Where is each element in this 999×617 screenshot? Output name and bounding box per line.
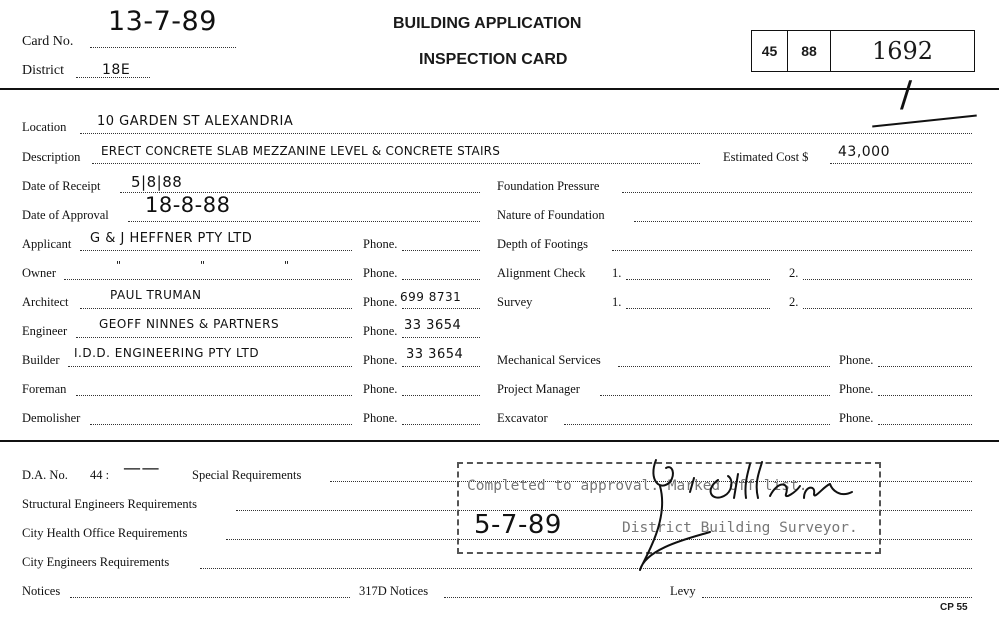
applicant-label: Applicant — [22, 237, 72, 251]
survey-label: Survey — [497, 295, 533, 309]
levy-label: Levy — [670, 584, 696, 598]
builder-line — [68, 366, 352, 367]
page-title: BUILDING APPLICATION — [393, 15, 582, 32]
ref-box-2: 88 — [787, 30, 831, 72]
district-label: District — [22, 63, 64, 78]
survey-line-1 — [626, 308, 770, 309]
owner-phone-line — [402, 279, 480, 280]
header-rule — [0, 88, 999, 90]
middle-rule — [0, 440, 999, 442]
mechanical-services-label: Mechanical Services — [497, 353, 601, 367]
district-value: 18E — [102, 62, 131, 78]
special-req-label: Special Requirements — [192, 468, 302, 482]
description-value: ERECT CONCRETE SLAB MEZZANINE LEVEL & CONCRETE STAIRS — [101, 144, 501, 158]
foundation-pressure-label: Foundation Pressure — [497, 179, 600, 193]
applicant-line — [80, 250, 352, 251]
builder-label: Builder — [22, 353, 60, 367]
date-approval-value: 18-8-88 — [145, 193, 231, 217]
depth-footings-line — [612, 250, 972, 251]
estimated-cost-value: 43,000 — [838, 144, 890, 160]
survey-num-1: 1. — [612, 295, 622, 309]
architect-phone-value: 699 8731 — [400, 290, 462, 304]
date-approval-line — [128, 221, 480, 222]
card-no-label: Card No. — [22, 34, 74, 49]
foreman-phone-line — [402, 395, 480, 396]
alignment-line-2 — [803, 279, 972, 280]
form-code: CP 55 — [940, 602, 968, 613]
engineer-phone-label: Phone. — [363, 324, 398, 338]
alignment-num-2: 2. — [789, 266, 799, 280]
stamp-line-1: Completed to approval. Marked off list. — [467, 478, 808, 494]
foreman-phone-label: Phone. — [363, 382, 398, 396]
estimated-cost-label: Estimated Cost $ — [723, 150, 809, 164]
demolisher-phone-line — [402, 424, 480, 425]
foreman-line — [76, 395, 352, 396]
survey-line-2 — [803, 308, 972, 309]
tick-stroke — [872, 115, 977, 128]
project-manager-label: Project Manager — [497, 382, 580, 396]
signature — [600, 452, 890, 572]
owner-label: Owner — [22, 266, 57, 280]
architect-phone-label: Phone. — [363, 295, 398, 309]
owner-phone-label: Phone. — [363, 266, 398, 280]
stamp-line-2: District Building Surveyor. — [622, 520, 858, 536]
date-receipt-label: Date of Receipt — [22, 179, 101, 193]
foreman-label: Foreman — [22, 382, 67, 396]
description-label: Description — [22, 150, 81, 164]
demolisher-line — [90, 424, 352, 425]
estimated-cost-line — [830, 163, 972, 164]
demolisher-label: Demolisher — [22, 411, 81, 425]
excavator-label: Excavator — [497, 411, 548, 425]
foundation-pressure-line — [622, 192, 972, 193]
notices-317d-label: 317D Notices — [359, 584, 429, 598]
mechanical-services-line — [618, 366, 830, 367]
description-line — [92, 163, 700, 164]
notices-line — [70, 597, 350, 598]
project-manager-phone-label: Phone. — [839, 382, 874, 396]
demolisher-phone-label: Phone. — [363, 411, 398, 425]
project-manager-line — [600, 395, 830, 396]
card-no-line — [90, 47, 236, 48]
excavator-line — [564, 424, 830, 425]
date-receipt-value: 5|8|88 — [131, 173, 183, 191]
nature-foundation-line — [634, 221, 972, 222]
location-value: 10 GARDEN ST ALEXANDRIA — [97, 114, 294, 129]
ref-box-1: 45 — [751, 30, 788, 72]
health-req-label: City Health Office Requirements — [22, 526, 188, 540]
mechanical-phone-label: Phone. — [839, 353, 874, 367]
card-no-value: 13-7-89 — [108, 6, 217, 37]
alignment-line-1 — [626, 279, 770, 280]
applicant-phone-label: Phone. — [363, 237, 398, 251]
date-approval-label: Date of Approval — [22, 208, 109, 222]
builder-phone-value: 33 3654 — [406, 347, 464, 362]
ref-box-3: 1692 — [830, 30, 975, 72]
structural-req-label: Structural Engineers Requirements — [22, 497, 197, 511]
city-eng-req-label: City Engineers Requirements — [22, 555, 170, 569]
tick-mark: / — [900, 74, 913, 115]
depth-footings-label: Depth of Footings — [497, 237, 588, 251]
da-no-label: D.A. No. — [22, 468, 68, 482]
excavator-phone-line — [878, 424, 972, 425]
engineer-value: GEOFF NINNES & PARTNERS — [99, 317, 280, 331]
engineer-phone-value: 33 3654 — [404, 318, 462, 333]
engineer-label: Engineer — [22, 324, 68, 338]
survey-num-2: 2. — [789, 295, 799, 309]
architect-line — [80, 308, 352, 309]
nature-foundation-label: Nature of Foundation — [497, 208, 605, 222]
excavator-phone-label: Phone. — [839, 411, 874, 425]
notices-317d-line — [444, 597, 660, 598]
alignment-check-label: Alignment Check — [497, 266, 586, 280]
da-no-dash: —— — [123, 458, 160, 479]
builder-value: I.D.D. ENGINEERING PTY LTD — [74, 346, 260, 360]
project-manager-phone-line — [878, 395, 972, 396]
mechanical-phone-line — [878, 366, 972, 367]
applicant-phone-line — [402, 250, 480, 251]
alignment-num-1: 1. — [612, 266, 622, 280]
builder-phone-label: Phone. — [363, 353, 398, 367]
builder-phone-line — [402, 366, 480, 367]
architect-phone-line — [402, 308, 480, 309]
applicant-value: G & J HEFFNER PTY LTD — [90, 231, 253, 246]
page-subtitle: INSPECTION CARD — [419, 51, 568, 68]
owner-line — [64, 279, 352, 280]
architect-value: PAUL TRUMAN — [110, 288, 202, 302]
engineer-phone-line — [402, 337, 480, 338]
da-no-value: 44 : — [90, 468, 110, 482]
engineer-line — [76, 337, 352, 338]
architect-label: Architect — [22, 295, 69, 309]
location-line — [80, 133, 972, 134]
location-label: Location — [22, 120, 67, 134]
stamp-date: 5-7-89 — [474, 510, 562, 540]
levy-line — [702, 597, 972, 598]
owner-value: " " " — [116, 259, 294, 272]
notices-label: Notices — [22, 584, 61, 598]
